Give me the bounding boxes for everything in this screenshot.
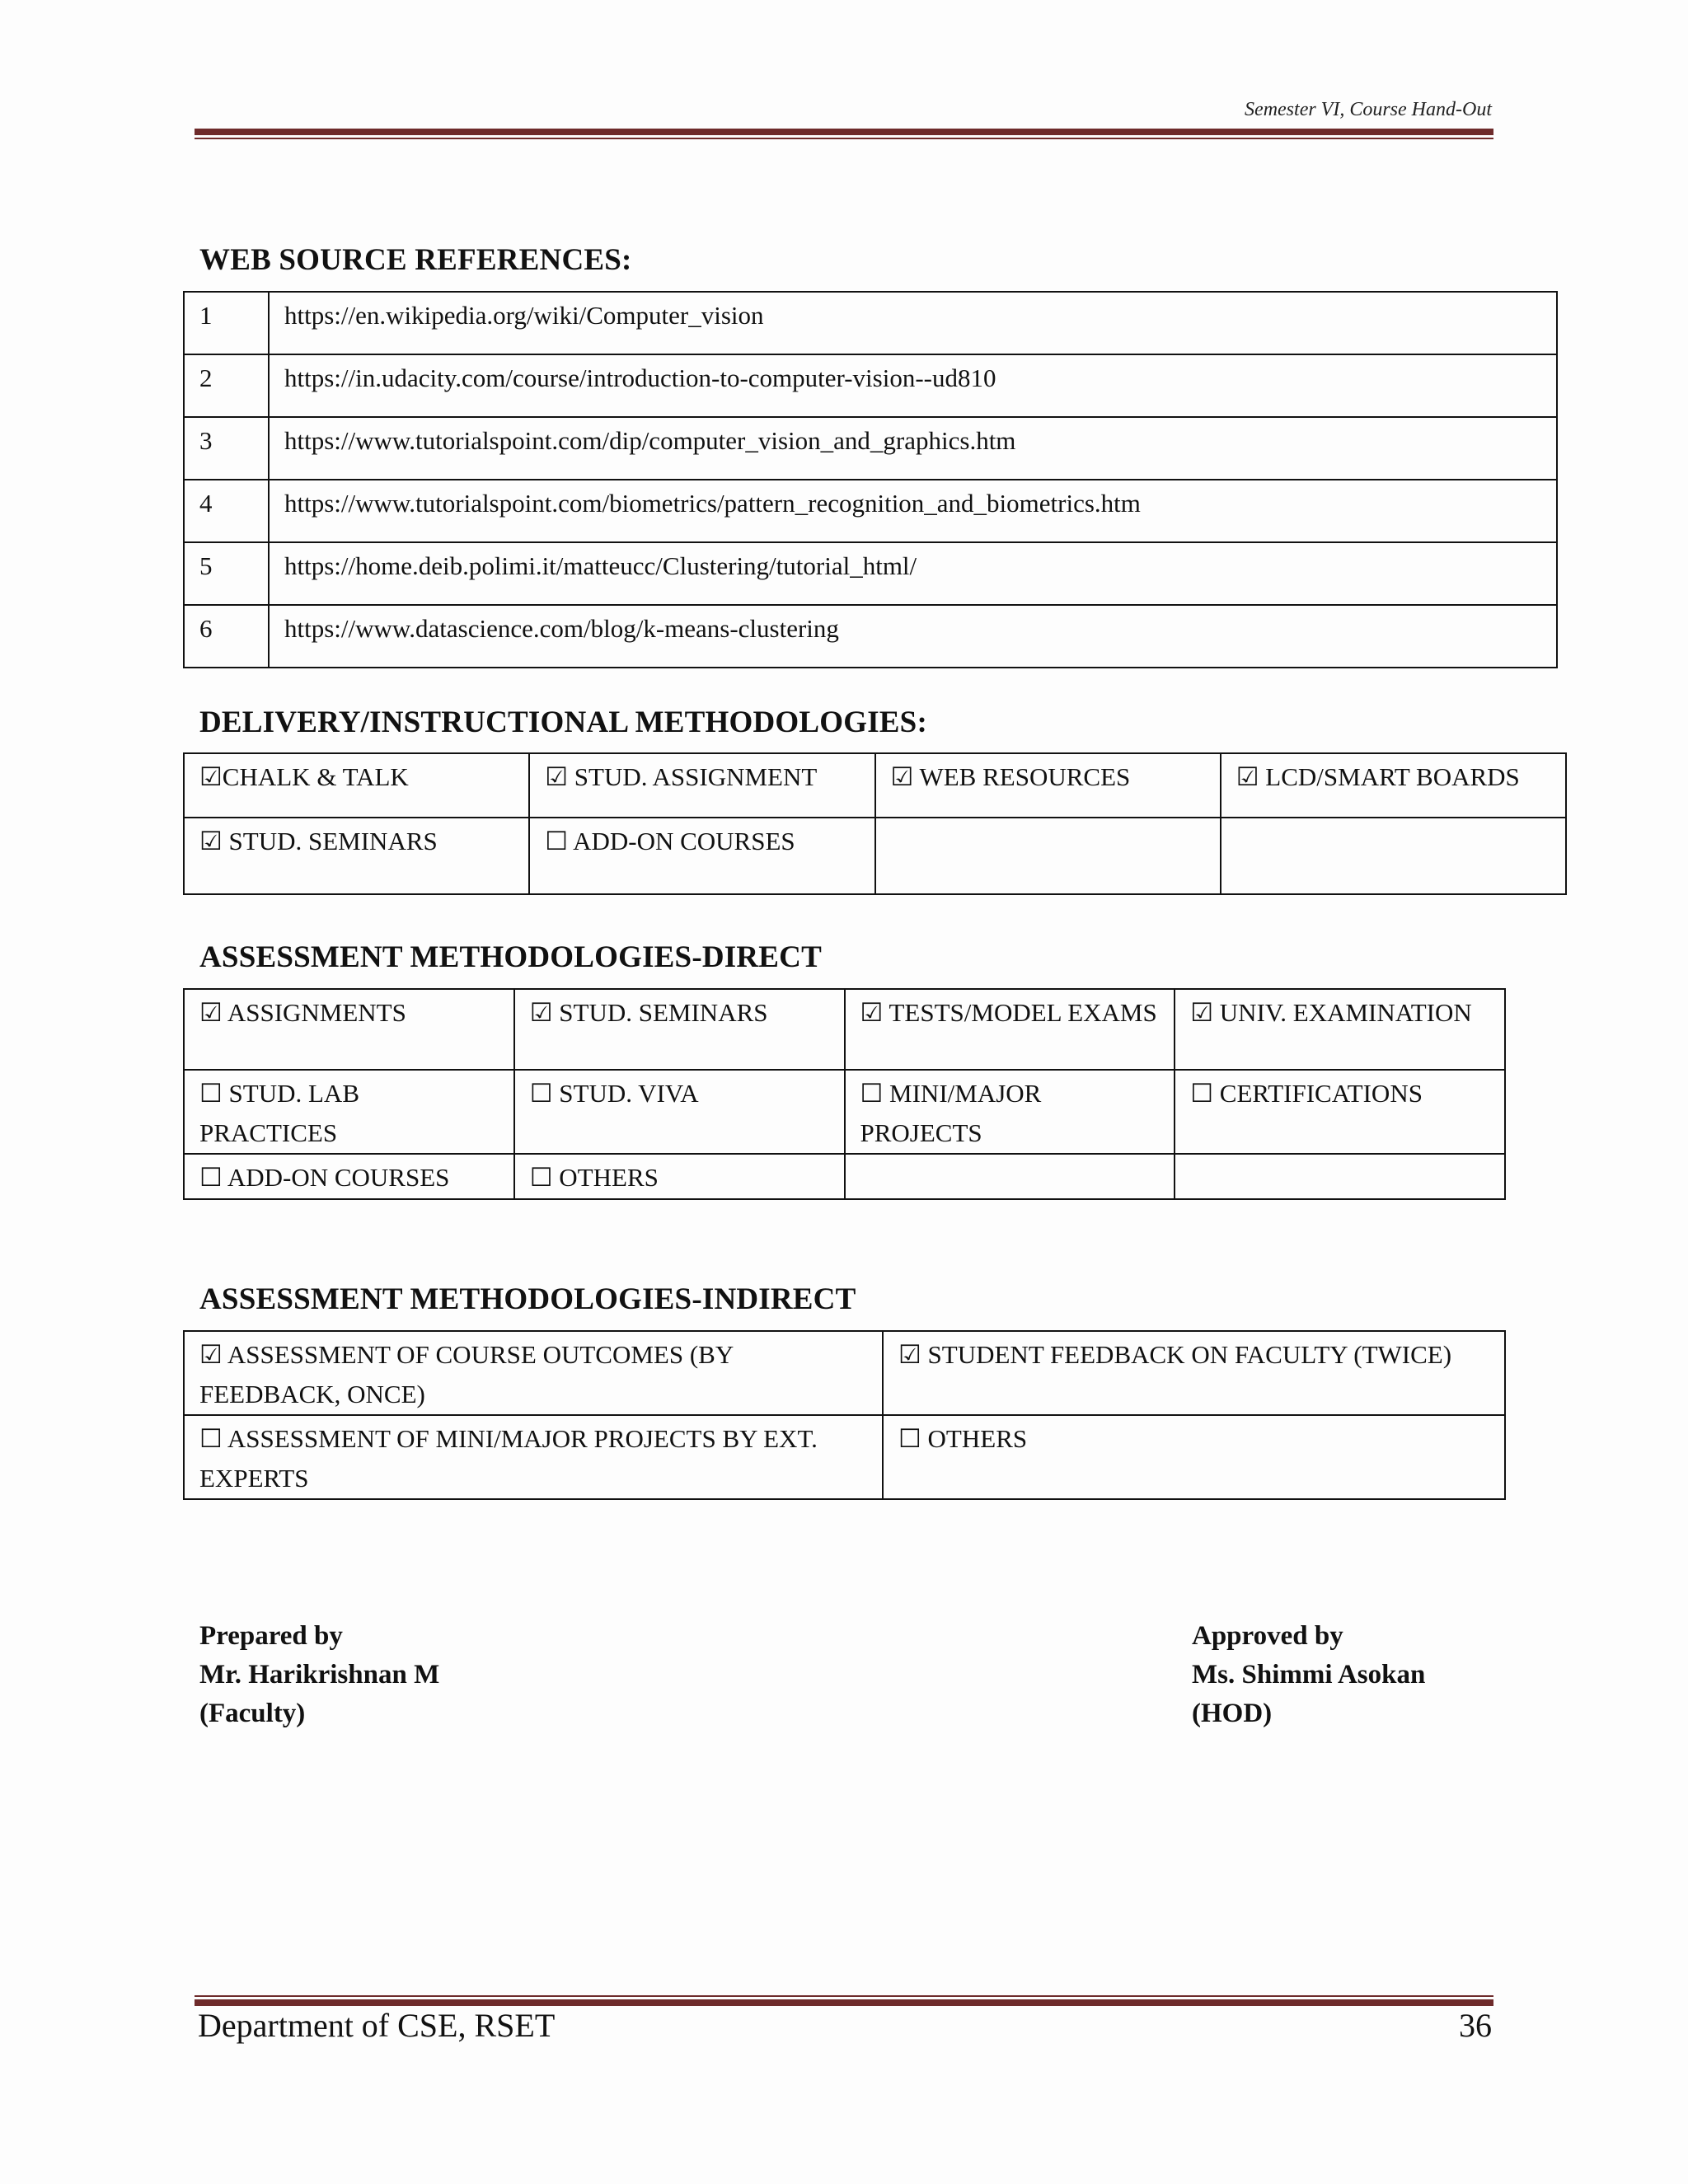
assessment-cell: ☑ STUD. SEMINARS xyxy=(514,989,845,1070)
delivery-methodologies-table xyxy=(183,752,1567,895)
table-row xyxy=(184,542,1557,605)
assessment-cell: ☐ STUD. LAB PRACTICES xyxy=(184,1070,514,1154)
web-references-table xyxy=(183,291,1558,668)
direct-assessment-title: ASSESSMENT METHODOLOGIES-DIRECT xyxy=(199,940,822,974)
methodology-cell: ☑ LCD/SMART BOARDS xyxy=(1221,753,1566,818)
table-row xyxy=(184,989,1505,1070)
ref-url: https://www.tutorialspoint.com/biometrics/pattern_recognition_and_biometrics.htm xyxy=(269,480,1557,542)
approved-by-name: Ms. Shimmi Asokan xyxy=(1192,1660,1426,1690)
assessment-cell: ☐ OTHERS xyxy=(514,1154,845,1199)
table-row xyxy=(184,753,1566,818)
assessment-cell: ☑ ASSIGNMENTS xyxy=(184,989,514,1070)
prepared-by-label: Prepared by xyxy=(199,1621,343,1651)
ref-number: 1 xyxy=(184,292,269,354)
table-row xyxy=(184,292,1557,354)
ref-number: 3 xyxy=(184,417,269,480)
ref-number: 2 xyxy=(184,354,269,417)
methodology-cell: ☑ STUD. SEMINARS xyxy=(184,818,529,894)
assessment-cell: ☑ STUDENT FEEDBACK ON FACULTY (TWICE) xyxy=(883,1331,1505,1415)
ref-url: https://in.udacity.com/course/introduction-to-computer-vision--ud810 xyxy=(269,354,1557,417)
methodology-cell: ☑ WEB RESOURCES xyxy=(875,753,1221,818)
assessment-cell xyxy=(845,1154,1175,1199)
prepared-by-role: (Faculty) xyxy=(199,1699,306,1728)
ref-number: 6 xyxy=(184,605,269,668)
web-references-title: WEB SOURCE REFERENCES: xyxy=(199,243,632,277)
table-row xyxy=(184,1331,1505,1415)
assessment-cell: ☑ UNIV. EXAMINATION xyxy=(1175,989,1505,1070)
ref-url: https://www.datascience.com/blog/k-means-clustering xyxy=(269,605,1557,668)
assessment-cell: ☐ ADD-ON COURSES xyxy=(184,1154,514,1199)
methodology-cell xyxy=(875,818,1221,894)
indirect-assessment-table xyxy=(183,1330,1506,1500)
footer-rule xyxy=(195,1995,1493,2006)
assessment-cell: ☑ ASSESSMENT OF COURSE OUTCOMES (BY FEEDBACK, ONCE) xyxy=(184,1331,883,1415)
table-row xyxy=(184,354,1557,417)
methodology-cell: ☑CHALK & TALK xyxy=(184,753,529,818)
table-row xyxy=(184,417,1557,480)
prepared-by-block xyxy=(199,1617,439,1733)
assessment-cell: ☐ OTHERS xyxy=(883,1415,1505,1499)
assessment-cell xyxy=(1175,1154,1505,1199)
approved-by-role: (HOD) xyxy=(1192,1699,1273,1728)
indirect-assessment-title: ASSESSMENT METHODOLOGIES-INDIRECT xyxy=(199,1282,856,1316)
running-header: Semester VI, Course Hand-Out xyxy=(1245,99,1492,120)
delivery-title: DELIVERY/INSTRUCTIONAL METHODOLOGIES: xyxy=(199,705,927,739)
ref-url: https://en.wikipedia.org/wiki/Computer_vision xyxy=(269,292,1557,354)
prepared-by-name: Mr. Harikrishnan M xyxy=(199,1660,440,1690)
ref-number: 5 xyxy=(184,542,269,605)
methodology-cell xyxy=(1221,818,1566,894)
ref-url: https://home.deib.polimi.it/matteucc/Clustering/tutorial_html/ xyxy=(269,542,1557,605)
table-row xyxy=(184,480,1557,542)
methodology-cell: ☑ STUD. ASSIGNMENT xyxy=(529,753,874,818)
page-number: 36 xyxy=(1459,2007,1492,2044)
approved-by-block xyxy=(1192,1617,1425,1733)
approved-by-label: Approved by xyxy=(1192,1621,1343,1651)
assessment-cell: ☑ TESTS/MODEL EXAMS xyxy=(845,989,1175,1070)
table-row xyxy=(184,1154,1505,1199)
assessment-cell: ☐ ASSESSMENT OF MINI/MAJOR PROJECTS BY EXT. EXPERTS xyxy=(184,1415,883,1499)
ref-url: https://www.tutorialspoint.com/dip/computer_vision_and_graphics.htm xyxy=(269,417,1557,480)
assessment-cell: ☐ MINI/MAJOR PROJECTS xyxy=(845,1070,1175,1154)
table-row xyxy=(184,818,1566,894)
table-row xyxy=(184,1070,1505,1154)
ref-number: 4 xyxy=(184,480,269,542)
direct-assessment-table xyxy=(183,988,1506,1200)
assessment-cell: ☐ STUD. VIVA xyxy=(514,1070,845,1154)
methodology-cell: ☐ ADD-ON COURSES xyxy=(529,818,874,894)
table-row xyxy=(184,1415,1505,1499)
assessment-cell: ☐ CERTIFICATIONS xyxy=(1175,1070,1505,1154)
table-row xyxy=(184,605,1557,668)
header-rule xyxy=(195,129,1493,139)
footer-department: Department of CSE, RSET xyxy=(198,2007,556,2044)
